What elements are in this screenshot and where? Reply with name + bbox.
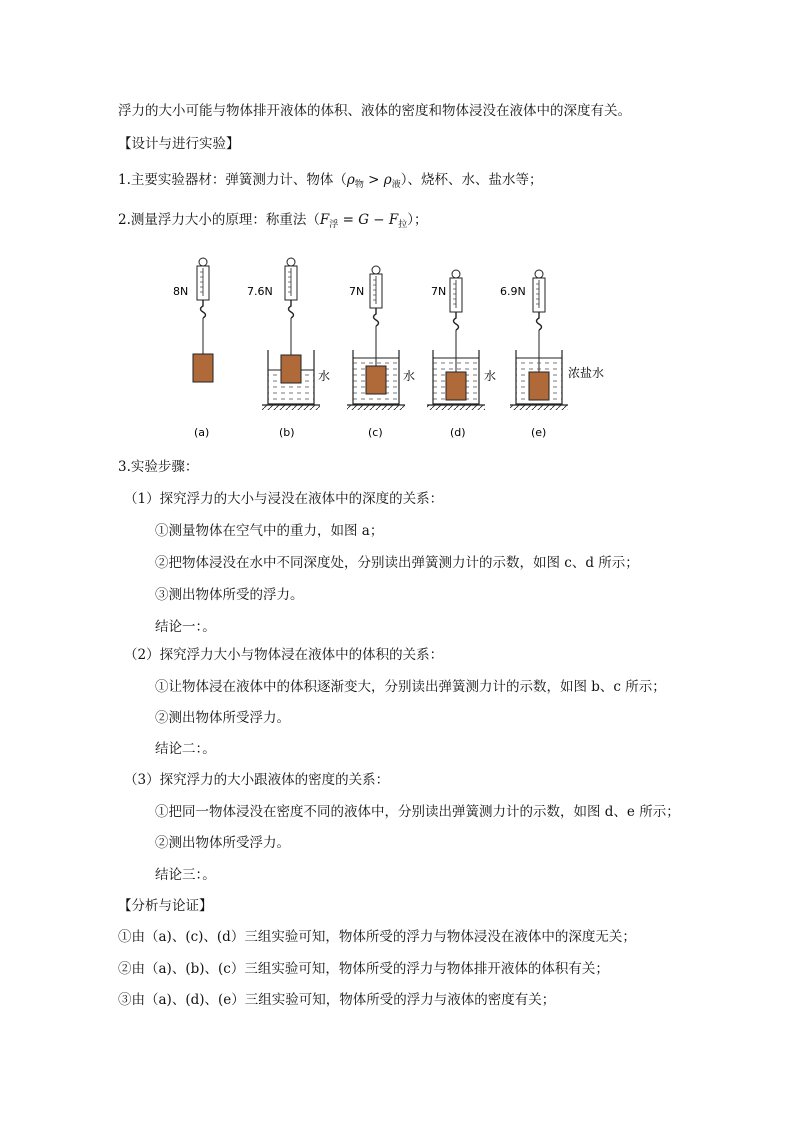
liquid-label-d: 水 <box>484 369 497 383</box>
section-3-step-1: ①把同一物体浸没在密度不同的液体中，分别读出弹簧测力计的示数，如图 d、e 所示； <box>155 804 680 820</box>
conclusion-2: 结论二：。 <box>155 741 216 757</box>
section-1-step-1: ①测量物体在空气中的重力，如图 a； <box>155 523 384 539</box>
f-symbol: F <box>319 212 330 228</box>
item-2-prefix: 2.测量浮力大小的原理：称重法（ <box>118 212 320 228</box>
conclusion-1: 结论一：。 <box>155 619 216 635</box>
intro-text: 浮力的大小可能与物体排开液体的体积、液体的密度和物体浸没在液体中的深度有关。 <box>118 103 631 119</box>
object-block <box>529 372 549 400</box>
caption-d: (d) <box>450 426 466 439</box>
rho-sub-liquid: 液 <box>391 180 401 190</box>
liquid-label-e: 浓盐水 <box>568 366 605 380</box>
gt-sign: > <box>363 172 384 188</box>
section-2-step-2: ②测出物体所受浮力。 <box>155 710 290 726</box>
object-block <box>446 372 466 400</box>
analysis-1: ①由（a)、(c)、(d）三组实验可知，物体所受的浮力与物体浸没在液体中的深度无关； <box>118 929 636 945</box>
object-block <box>366 366 386 394</box>
section-3-title: （3）探究浮力的大小跟液体的密度的关系： <box>124 772 390 788</box>
section-1-step-2: ②把物体浸没在水中不同深度处，分别读出弹簧测力计的示数，如图 c、d 所示； <box>155 555 639 571</box>
liquid-label-b: 水 <box>318 369 331 383</box>
panel-d <box>427 270 496 439</box>
minus-sign: − <box>368 212 389 228</box>
caption-c: (c) <box>368 426 383 439</box>
reading-e: 6.9N <box>500 285 526 298</box>
object-block <box>193 354 213 382</box>
panel-e <box>500 270 604 439</box>
liquid-label-c: 水 <box>403 369 416 383</box>
reading-a: 8N <box>173 285 189 298</box>
rho-sub-object: 物 <box>354 180 364 190</box>
f-symbol-2: F <box>388 212 399 228</box>
section-2-step-1: ①让物体浸在液体中的体积逐渐变大，分别读出弹簧测力计的示数，如图 b、c 所示； <box>155 679 666 695</box>
g-symbol: G <box>358 212 369 228</box>
panel-b <box>247 258 330 439</box>
section-1-step-3: ③测出物体所受的浮力。 <box>155 587 304 603</box>
item-2-suffix: ）； <box>407 212 428 228</box>
item-1 <box>118 171 542 194</box>
analysis-2: ②由（a)、(b)、(c）三组实验可知，物体所受的浮力与物体排开液体的体积有关； <box>118 961 609 977</box>
panel-a <box>173 258 213 439</box>
panel-c <box>347 266 415 439</box>
f-sub-buoyant: 浮 <box>329 220 339 230</box>
section-2-title: （2）探究浮力大小与物体浸在液体中的体积的关系： <box>124 647 444 663</box>
section-3-step-2: ②测出物体所受浮力。 <box>155 835 290 851</box>
caption-b: (b) <box>279 426 295 439</box>
eq-sign: = <box>338 212 359 228</box>
reading-d: 7N <box>431 285 447 298</box>
item-1-suffix: ）、烧杯、水、盐水等； <box>400 172 543 188</box>
rho-symbol: ρ <box>346 172 355 188</box>
analysis-heading: 【分析与论证】 <box>118 898 213 914</box>
caption-e: (e) <box>531 426 547 439</box>
experiment-figure <box>160 250 640 450</box>
steps-heading: 3.实验步骤： <box>118 459 199 475</box>
item-1-prefix: 1.主要实验器材：弹簧测力计、物体（ <box>118 172 347 188</box>
conclusion-3: 结论三：。 <box>155 867 216 883</box>
reading-b: 7.6N <box>247 285 273 298</box>
analysis-3: ③由（a)、(d)、(e）三组实验可知，物体所受的浮力与液体的密度有关； <box>118 992 556 1008</box>
object-block <box>281 355 301 383</box>
reading-c: 7N <box>349 285 365 298</box>
rho-symbol-2: ρ <box>383 172 392 188</box>
design-heading: 【设计与进行实验】 <box>118 136 240 152</box>
caption-a: (a) <box>194 426 210 439</box>
spring-scale-icon <box>197 258 209 318</box>
section-1-title: （1）探究浮力的大小与浸没在液体中的深度的关系： <box>124 491 444 507</box>
f-sub-pull: 拉 <box>398 220 408 230</box>
item-2 <box>118 211 428 234</box>
